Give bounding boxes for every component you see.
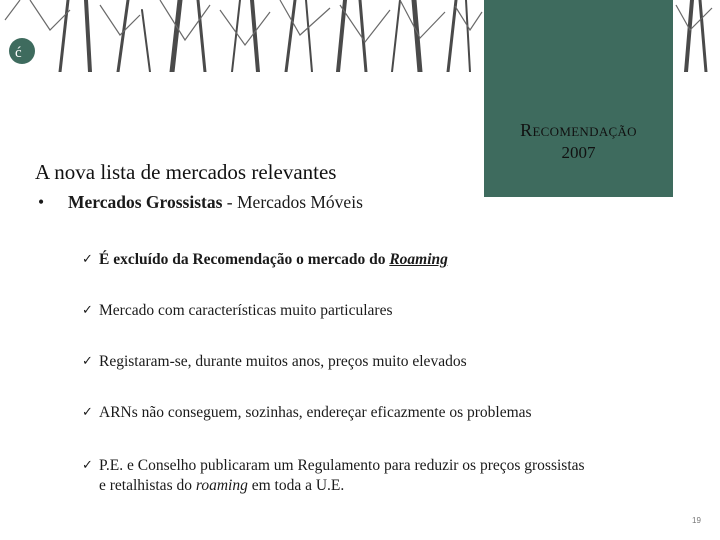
check-icon: ✓ [82,458,93,473]
section-rest-label: - Mercados Móveis [222,192,363,212]
check-icon: ✓ [82,405,93,420]
recommendation-title-initial: R [520,120,533,140]
recommendation-title-rest: ECOMENDAÇÃO [532,124,637,139]
section-heading [38,192,363,213]
item-text-pre: É excluído da Recomendação o mercado do [99,251,390,268]
checklist-item-text: Mercado com características muito particulares [99,302,393,319]
checklist-item-text [99,456,679,496]
checklist-item-text [99,250,679,270]
check-icon: ✓ [82,252,93,267]
item-text-line2-pre: e retalhistas do [99,477,196,494]
item-text-line1: P.E. e Conselho publicaram um Regulamento para reduzir os preços grossistas [99,457,585,474]
recommendation-title [484,120,673,141]
item-text-line2-emphasis: roaming [195,477,248,494]
anacom-logo-icon [6,36,42,66]
item-text-emphasis: Roaming [389,251,448,268]
item-text-line2-post: em toda a U.E. [247,477,345,494]
check-icon: ✓ [82,354,93,369]
section-bold-label: Mercados Grossistas [68,192,223,212]
checklist-item-text: ARNs não conseguem, sozinhas, endereçar eficazmente os problemas [99,404,532,421]
check-icon: ✓ [82,303,93,318]
checklist-item-text: Registaram-se, durante muitos anos, preços muito elevados [99,353,467,370]
slide-title: A nova lista de mercados relevantes [35,160,337,184]
section-bullet: • [38,192,45,212]
recommendation-box [484,0,673,197]
recommendation-year: 2007 [561,143,596,162]
svg-text:ć: ć [15,45,22,61]
page-number: 19 [692,516,701,525]
